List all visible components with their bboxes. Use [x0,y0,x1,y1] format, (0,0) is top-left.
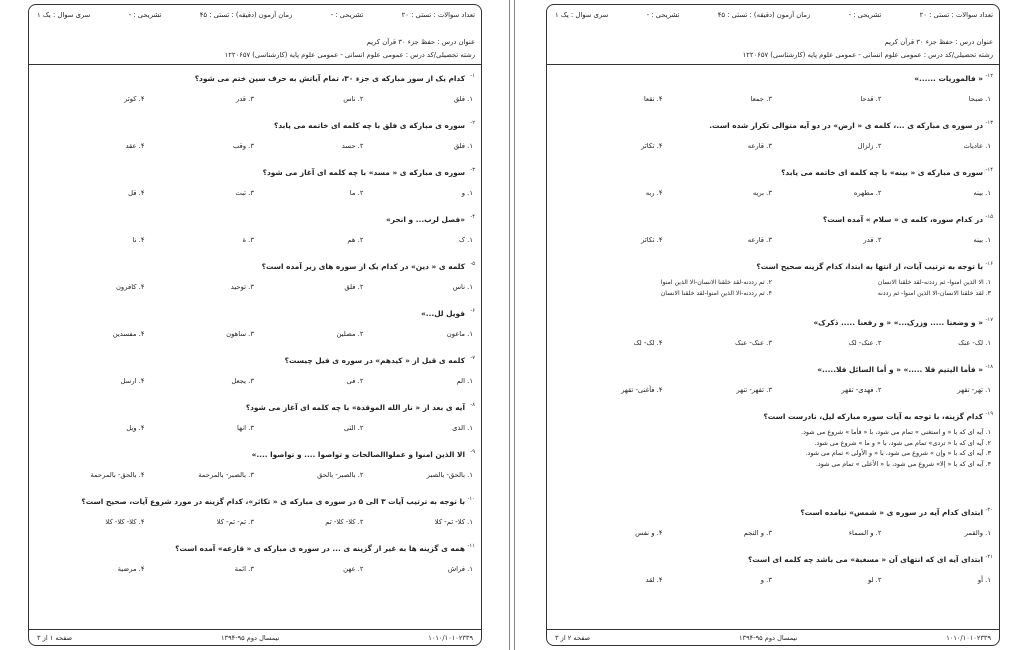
question-stem: ابتدای آیه ای که انتهای آن « مسغبة» می باشد چه کلمه ای است؟ [747,555,983,564]
question-stem: در کدام سوره، کلمه ی « سلام » آمده است؟ [822,215,983,224]
question-text [553,210,993,230]
question-text [553,257,993,277]
question-stem: همه ی گزینه ها به غیر از گزینه ی ... در سوره ی مبارکه ی « قارعه» آمده است؟ [175,544,465,553]
answer-option[interactable]: ۴. مفسدین [112,330,145,338]
answer-option[interactable]: ۲. هم [347,236,364,244]
answer-option[interactable]: ۱. و [461,189,473,197]
answer-option[interactable]: ۴. و نفس [635,529,663,537]
question-number: ۸- [470,402,475,408]
page-divider [509,0,515,650]
answer-option[interactable]: ۳. و النجم [743,529,772,537]
field-label: رشته تحصیلی/کد درس : عمومی علوم انسانی - عمومی علوم پایه (کارشناسی) ۱۲۲۰۶۵۷ [742,51,993,59]
answer-options [553,380,993,400]
question-number: ۲- [470,120,475,126]
question-item [35,398,475,445]
answer-option[interactable]: ۱. الذی [452,424,473,432]
page-header [29,5,481,65]
question-text [553,116,993,136]
question-number: ۱- [470,73,475,79]
answer-options [35,230,475,250]
answer-options [35,418,475,438]
footer-code: ۱۰۱۰/۱۰۱۰۲۳۳۹ [428,633,473,642]
exam-time: زمان آزمون (دقیقه) : تستی : ۴۵ [717,11,811,19]
answer-options [553,230,993,250]
answer-option[interactable]: ۳. عنک- عنک [735,339,772,347]
answer-option[interactable]: ۱. صبحا [968,95,991,103]
answer-option[interactable]: ۴. کافرون [115,283,145,291]
question-count: تعداد سوالات : تستی : ۲۰ [919,11,993,19]
answer-option[interactable]: ۳. توحید [230,283,254,291]
answer-option[interactable]: ۱. بینه [973,236,991,244]
series-label: سری سوال : یک ۱ [37,11,91,19]
page-footer [29,629,481,645]
question-item [35,445,475,492]
answer-option[interactable]: ۳. ثم- ثم- کلا [216,518,254,526]
question-stem: « فأما الیتیم فلا .....» « و أما السائل فلا.....» [817,365,983,374]
answer-option[interactable]: ۱. فراش [447,565,473,573]
question-stem: کلمه ی « دین» در کدام یک از سوره های زیر آمده است؟ [261,262,465,271]
answer-option[interactable]: ۴. ویل [126,424,145,432]
question-text [35,163,475,183]
answer-option[interactable]: ۲. فلق [344,283,364,291]
question-stem: کدام گزینه، با توجه به آیات سوره مبارکه لیل، نادرست است؟ [763,412,983,421]
question-stem: کدام یک از سور مبارکه ی جزء ۳۰، تمام آیاتش به حرف سین ختم می شود؟ [194,74,465,83]
question-number: ۱۲- [985,73,993,79]
answer-option[interactable]: ۲. عنک- لک [848,339,882,347]
answer-option[interactable]: ۱. والقمر [964,529,991,537]
question-stem: سوره ی مبارکه ی « بینه» با چه کلمه ای خاتمه می یابد؟ [781,168,983,177]
answer-option[interactable]: ۴. بالحق- بالمرحمة [90,471,145,479]
series-label: سری سوال : یک ۱ [555,11,609,19]
answer-option[interactable]: ۱. فلق [453,95,473,103]
question-item [553,407,993,503]
answer-option[interactable]: ۴. آیه ای که با « إلا» شروع می شود، با « الأعلی » تمام می شود. [815,459,991,468]
answer-options [35,324,475,344]
question-text [35,539,475,559]
answer-option[interactable]: ۱. بینه [973,189,991,197]
answer-option[interactable]: ۱. تهر- تقهر [957,386,991,394]
question-stem: « فالموریات ......» [914,74,983,83]
answer-options [553,136,993,156]
question-item [553,116,993,163]
question-text [35,116,475,136]
answer-option[interactable]: ۲. قدر [863,236,882,244]
question-text [35,492,475,512]
question-number: ۲۱- [985,554,993,560]
answer-option[interactable]: ۴. عقد [125,142,145,150]
answer-option[interactable]: ۳. ائمة [234,565,254,573]
question-count: تعداد سوالات : تستی : ۲۰ [401,11,475,19]
question-item [35,539,475,586]
answer-option[interactable]: ۳. یجعل [231,377,254,385]
answer-options [35,89,475,109]
question-number: ۱۴- [985,167,993,173]
question-item [35,492,475,539]
exam-time: زمان آزمون (دقیقه) : تستی : ۴۵ [199,11,293,19]
question-item [553,210,993,257]
question-number: ۱۷- [985,317,993,323]
question-text [553,360,993,380]
answer-options [553,89,993,109]
question-item [35,304,475,351]
question-item [35,210,475,257]
question-number: ۵- [470,261,475,267]
question-number: ۷- [470,355,475,361]
answer-option[interactable]: ۴. ثم رددنه-الا الذین امنوا-لقد خلقنا الانسان [660,290,772,297]
exam-page-2 [518,0,1024,650]
question-stem: با توجه به ترتیب آیات، از انتها به ابتدا، کدام گزینه صحیح است؟ [756,262,983,271]
answer-option[interactable]: ۱. عادیات [963,142,991,150]
question-item [35,69,475,116]
question-number: ۱۹- [985,411,993,417]
question-number: ۱۸- [985,364,993,370]
question-number: ۱۰- [467,496,475,502]
answer-option[interactable]: ۳. قارعه [747,236,772,244]
answer-option[interactable]: ۴. کوثر [124,95,145,103]
page-frame [28,4,482,646]
answer-option[interactable]: ۲. بالصبر- بالحق [317,471,364,479]
answer-options [35,465,475,485]
answer-option[interactable]: ۳. قارعه [747,142,772,150]
answer-option[interactable]: ۳. قدر [235,95,254,103]
question-item [35,116,475,163]
answer-options [553,277,993,299]
question-text [553,503,993,523]
answer-options [35,183,475,203]
answer-option[interactable]: ۲. ثم رددنه-لقد خلقنا الانسان-الا الذین امنوا [660,279,772,286]
field-label: رشته تحصیلی/کد درس : عمومی علوم انسانی - عمومی علوم پایه (کارشناسی) ۱۲۲۰۶۵۷ [224,51,475,59]
answer-option[interactable]: ۲. مصلین [336,330,364,338]
question-number: ۳- [470,167,475,173]
question-item [553,360,993,407]
answer-option[interactable]: ۲. التی [343,424,364,432]
question-text [553,69,993,89]
answer-option[interactable]: ۳. تبت [235,189,254,197]
question-text [35,445,475,465]
answer-option[interactable]: ۳. بریه [752,189,772,197]
footer-page-number: صفحه ۱ از ۳ [37,633,73,642]
question-text [35,257,475,277]
answer-options [553,523,993,543]
question-stem: ابتدای کدام آیه در سوره ی « شمس» نیامده است؟ [800,508,983,517]
footer-code: ۱۰۱۰/۱۰۱۰۲۳۳۹ [946,633,991,642]
answer-option[interactable]: ۴. مرضیة [117,565,145,573]
answer-options [553,183,993,203]
answer-options [35,512,475,532]
answer-options [35,371,475,391]
question-item [35,351,475,398]
answer-option[interactable]: ۳. ة [242,236,254,244]
question-number: ۱۳- [985,120,993,126]
answer-option[interactable]: ۲. فی [346,377,364,385]
answer-option[interactable]: ۱. ناس [452,283,473,291]
answer-option[interactable]: ۲. ما [349,189,364,197]
answer-option[interactable]: ۲. مطهره [853,189,882,197]
question-text [35,351,475,371]
question-number: ۴- [470,214,475,220]
page-header [547,5,999,65]
question-text [35,304,475,324]
answer-options [35,136,475,156]
answer-option[interactable]: ۴. نقعا [643,95,663,103]
answer-option[interactable]: ۱. الا الذین امنوا- ثم رددنه-لقد خلقنا الانسان [877,279,991,286]
answer-options [553,333,993,353]
question-text [553,163,993,183]
answer-option[interactable]: ۲. حسد [341,142,364,150]
answer-option[interactable]: ۴. تکاثر [641,142,663,150]
question-item [553,550,993,597]
page-frame [546,4,1000,646]
answer-option[interactable]: ۴. نا [132,236,145,244]
course-title: عنوان درس : حفظ جزء ۳۰ قرآن کریم [884,38,993,46]
question-number: ۱۵- [985,214,993,220]
answer-option[interactable]: ۴. ربه [645,189,663,197]
answer-option[interactable]: ۲. زلزال [857,142,882,150]
footer-semester: نیمسال دوم ۹۵-۱۳۹۴ [221,633,280,642]
question-item [35,163,475,210]
answer-option[interactable]: ۴. کلا- کلا- کلا [105,518,145,526]
answer-option[interactable]: ۳. آیه ای که با « وإن » شروع می شود، با « و الأولی » تمام می شود. [805,449,991,457]
question-stem: آیه ی بعد از « نار الله الموقدة» با چه کلمه ای آغاز می شود؟ [245,403,465,412]
answer-option[interactable]: ۴. تکاثر [641,236,663,244]
question-text [35,210,475,230]
answer-option[interactable]: ۳. لقد خلقنا الانسان-الا الذین امنوا- ثم رددنه [877,290,991,297]
question-stem: « و وضعنا ..... وزرک...» « و رفعنا ..... ذکرک» [813,318,983,327]
question-desc-count: تشریحی : - [330,11,364,19]
answer-option[interactable]: ۳. ساهون [226,330,254,338]
question-number: ۱۱- [467,543,475,549]
question-item [553,503,993,550]
question-item [553,313,993,360]
answer-option[interactable]: ۳. جمعا [750,95,772,103]
answer-option[interactable]: ۱. کلا- ثم- کلا [434,518,473,526]
answer-option[interactable]: ۳. انها [237,424,254,432]
answer-option[interactable]: ۱. لک- عنک [958,339,991,347]
answer-option[interactable]: ۳. وقب [232,142,254,150]
answer-options [553,570,993,590]
answer-option[interactable]: ۲. قدحا [860,95,882,103]
question-list [553,69,993,627]
question-stem: در سوره ی مبارکه ی ...، کلمه ی « ارض» در دو آیه متوالی تکرار شده است. [709,121,983,130]
question-text [553,407,993,427]
answer-option[interactable]: ۲. فهدی- تقهر [841,386,882,394]
question-number: ۹- [470,449,475,455]
question-stem: «فصل لرب... و انحر» [385,215,465,224]
question-text [35,398,475,418]
question-stem: با توجه به ترتیب آیات ۳ الی ۵ در سوره ی مبارکه ی « تکاثر»، کدام گزینه در مورد شروع آیات، صحیح است؟ [81,497,465,506]
question-stem: الا الذین امنوا و عملواالصالحات و تواصوا .... و تواصوا ....» [251,450,465,459]
course-title: عنوان درس : حفظ جزء ۳۰ قرآن کریم [366,38,475,46]
answer-option[interactable]: ۳. بالصبر- بالمرحمة [198,471,254,479]
answer-option[interactable]: ۴. قل [128,189,145,197]
answer-option[interactable]: ۲. لو [867,576,882,584]
answer-option[interactable]: ۴. ارسل [120,377,145,385]
question-list [35,69,475,627]
question-desc-count: تشریحی : - [848,11,882,19]
answer-options [35,559,475,579]
answer-option[interactable]: ۲. آیه ای که با « تردی» تمام می شود، با « و ما » شروع می شود. [814,438,991,447]
question-stem: سوره ی مبارکه ی فلق با چه کلمه ای خاتمه می یابد؟ [274,121,465,130]
question-item [553,69,993,116]
question-item [35,257,475,304]
answer-option[interactable]: ۲. و السماء [848,529,882,537]
question-text [553,550,993,570]
question-item [553,163,993,210]
exam-time-desc: تشریحی : - [646,11,680,19]
question-text [553,313,993,333]
question-number: ۶- [470,308,475,314]
answer-option[interactable]: ۱. ک [458,236,473,244]
answer-option[interactable]: ۱. بالحق- بالصبر [426,471,473,479]
question-number: ۱۶- [985,261,993,267]
answer-option[interactable]: ۲. کلا- کلا- ثم [325,518,364,526]
answer-options [553,427,993,469]
answer-option[interactable]: ۱. آیه ای که با « و استغنی » تمام می شود، با « فأما » شروع می شود. [801,428,991,436]
answer-option[interactable]: ۲. عهن [343,565,364,573]
answer-option[interactable]: ۱. الم [456,377,473,385]
answer-option[interactable]: ۴. فأغنی- تقهر [621,386,663,394]
answer-option[interactable]: ۴. لقد [645,576,663,584]
question-number: ۲۰- [985,507,993,513]
question-stem: کلمه ی قبل از « کیدهم» در سوره ی فیل چیست؟ [284,356,465,365]
page-footer [547,629,999,645]
answer-option[interactable]: ۳. و [760,576,772,584]
question-stem: سوره ی مبارکه ی « مسد» با چه کلمه ای آغاز می شود؟ [262,168,465,177]
answer-option[interactable]: ۲. ناس [343,95,364,103]
question-item [553,257,993,313]
exam-time-desc: تشریحی : - [128,11,162,19]
exam-page-1 [0,0,506,650]
footer-semester: نیمسال دوم ۹۵-۱۳۹۴ [739,633,798,642]
answer-options [35,277,475,297]
answer-option[interactable]: ۳. تقهر- تنهر [736,386,772,394]
question-stem: فویل لل...» [421,309,465,318]
answer-option[interactable]: ۴. لک- لک [633,339,663,347]
question-text [35,69,475,89]
answer-option[interactable]: ۱. أو [977,576,991,584]
footer-page-number: صفحه ۲ از ۳ [555,633,591,642]
answer-option[interactable]: ۱. فلق [453,142,473,150]
answer-option[interactable]: ۱. ماعون [446,330,473,338]
